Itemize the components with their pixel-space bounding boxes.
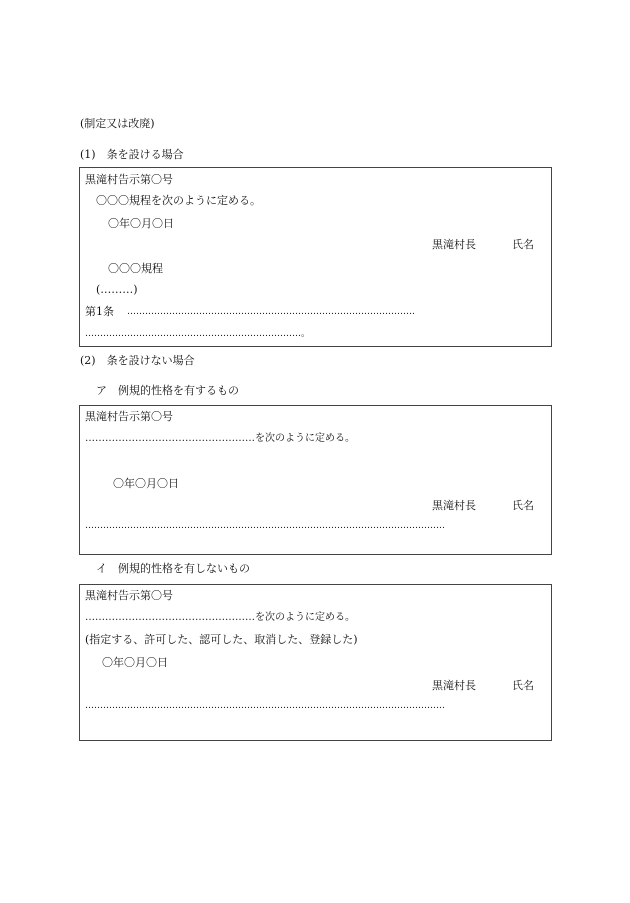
notice-date: 〇年〇月〇日 — [113, 477, 179, 490]
section-2a-title: ア 例規的性格を有するもの — [96, 384, 239, 397]
signer-title: 黒滝村長 — [432, 679, 476, 692]
section-2b-title: イ 例規的性格を有しないもの — [96, 562, 250, 575]
notice-intro: ……………………………………………を次のように定める。 — [85, 433, 355, 444]
section-2a-notice-box — [79, 405, 552, 555]
signer-name: 氏名 — [512, 499, 534, 512]
notice-dots: ………………………………………………………………………………………………………… — [85, 521, 445, 531]
notice-number: 黒滝村告示第〇号 — [85, 589, 173, 602]
notice-date: 〇年〇月〇日 — [102, 656, 168, 669]
article-continuation: ………………………………………………………………。 — [85, 329, 311, 339]
notice-dots: ………………………………………………………………………………………………………… — [85, 701, 445, 711]
signer-title: 黒滝村長 — [432, 238, 476, 251]
notice-intro: 〇〇〇規程を次のように定める。 — [96, 194, 261, 207]
notice-date: 〇年〇月〇日 — [108, 217, 174, 230]
article-label: 第1条 — [85, 305, 114, 318]
notice-number: 黒滝村告示第〇号 — [85, 173, 173, 186]
section-2-title: (2) 条を設けない場合 — [80, 354, 195, 367]
rule-name: 〇〇〇規程 — [108, 262, 163, 275]
notice-note: (指定する、許可した、認可した、取消した、登録した) — [85, 633, 358, 646]
rule-paren: (………) — [96, 283, 138, 296]
page-heading: (制定又は改廃) — [80, 117, 155, 130]
article-dots: …………………………………………………………………………………… — [127, 307, 415, 317]
signer-name: 氏名 — [512, 679, 534, 692]
section-1-title: (1) 条を設ける場合 — [80, 148, 184, 161]
section-2b-notice-box — [79, 584, 552, 741]
section-1-notice-box — [79, 167, 552, 347]
notice-intro: ……………………………………………を次のように定める。 — [85, 612, 355, 623]
signer-name: 氏名 — [512, 238, 534, 251]
notice-number: 黒滝村告示第〇号 — [85, 410, 173, 423]
signer-title: 黒滝村長 — [432, 499, 476, 512]
